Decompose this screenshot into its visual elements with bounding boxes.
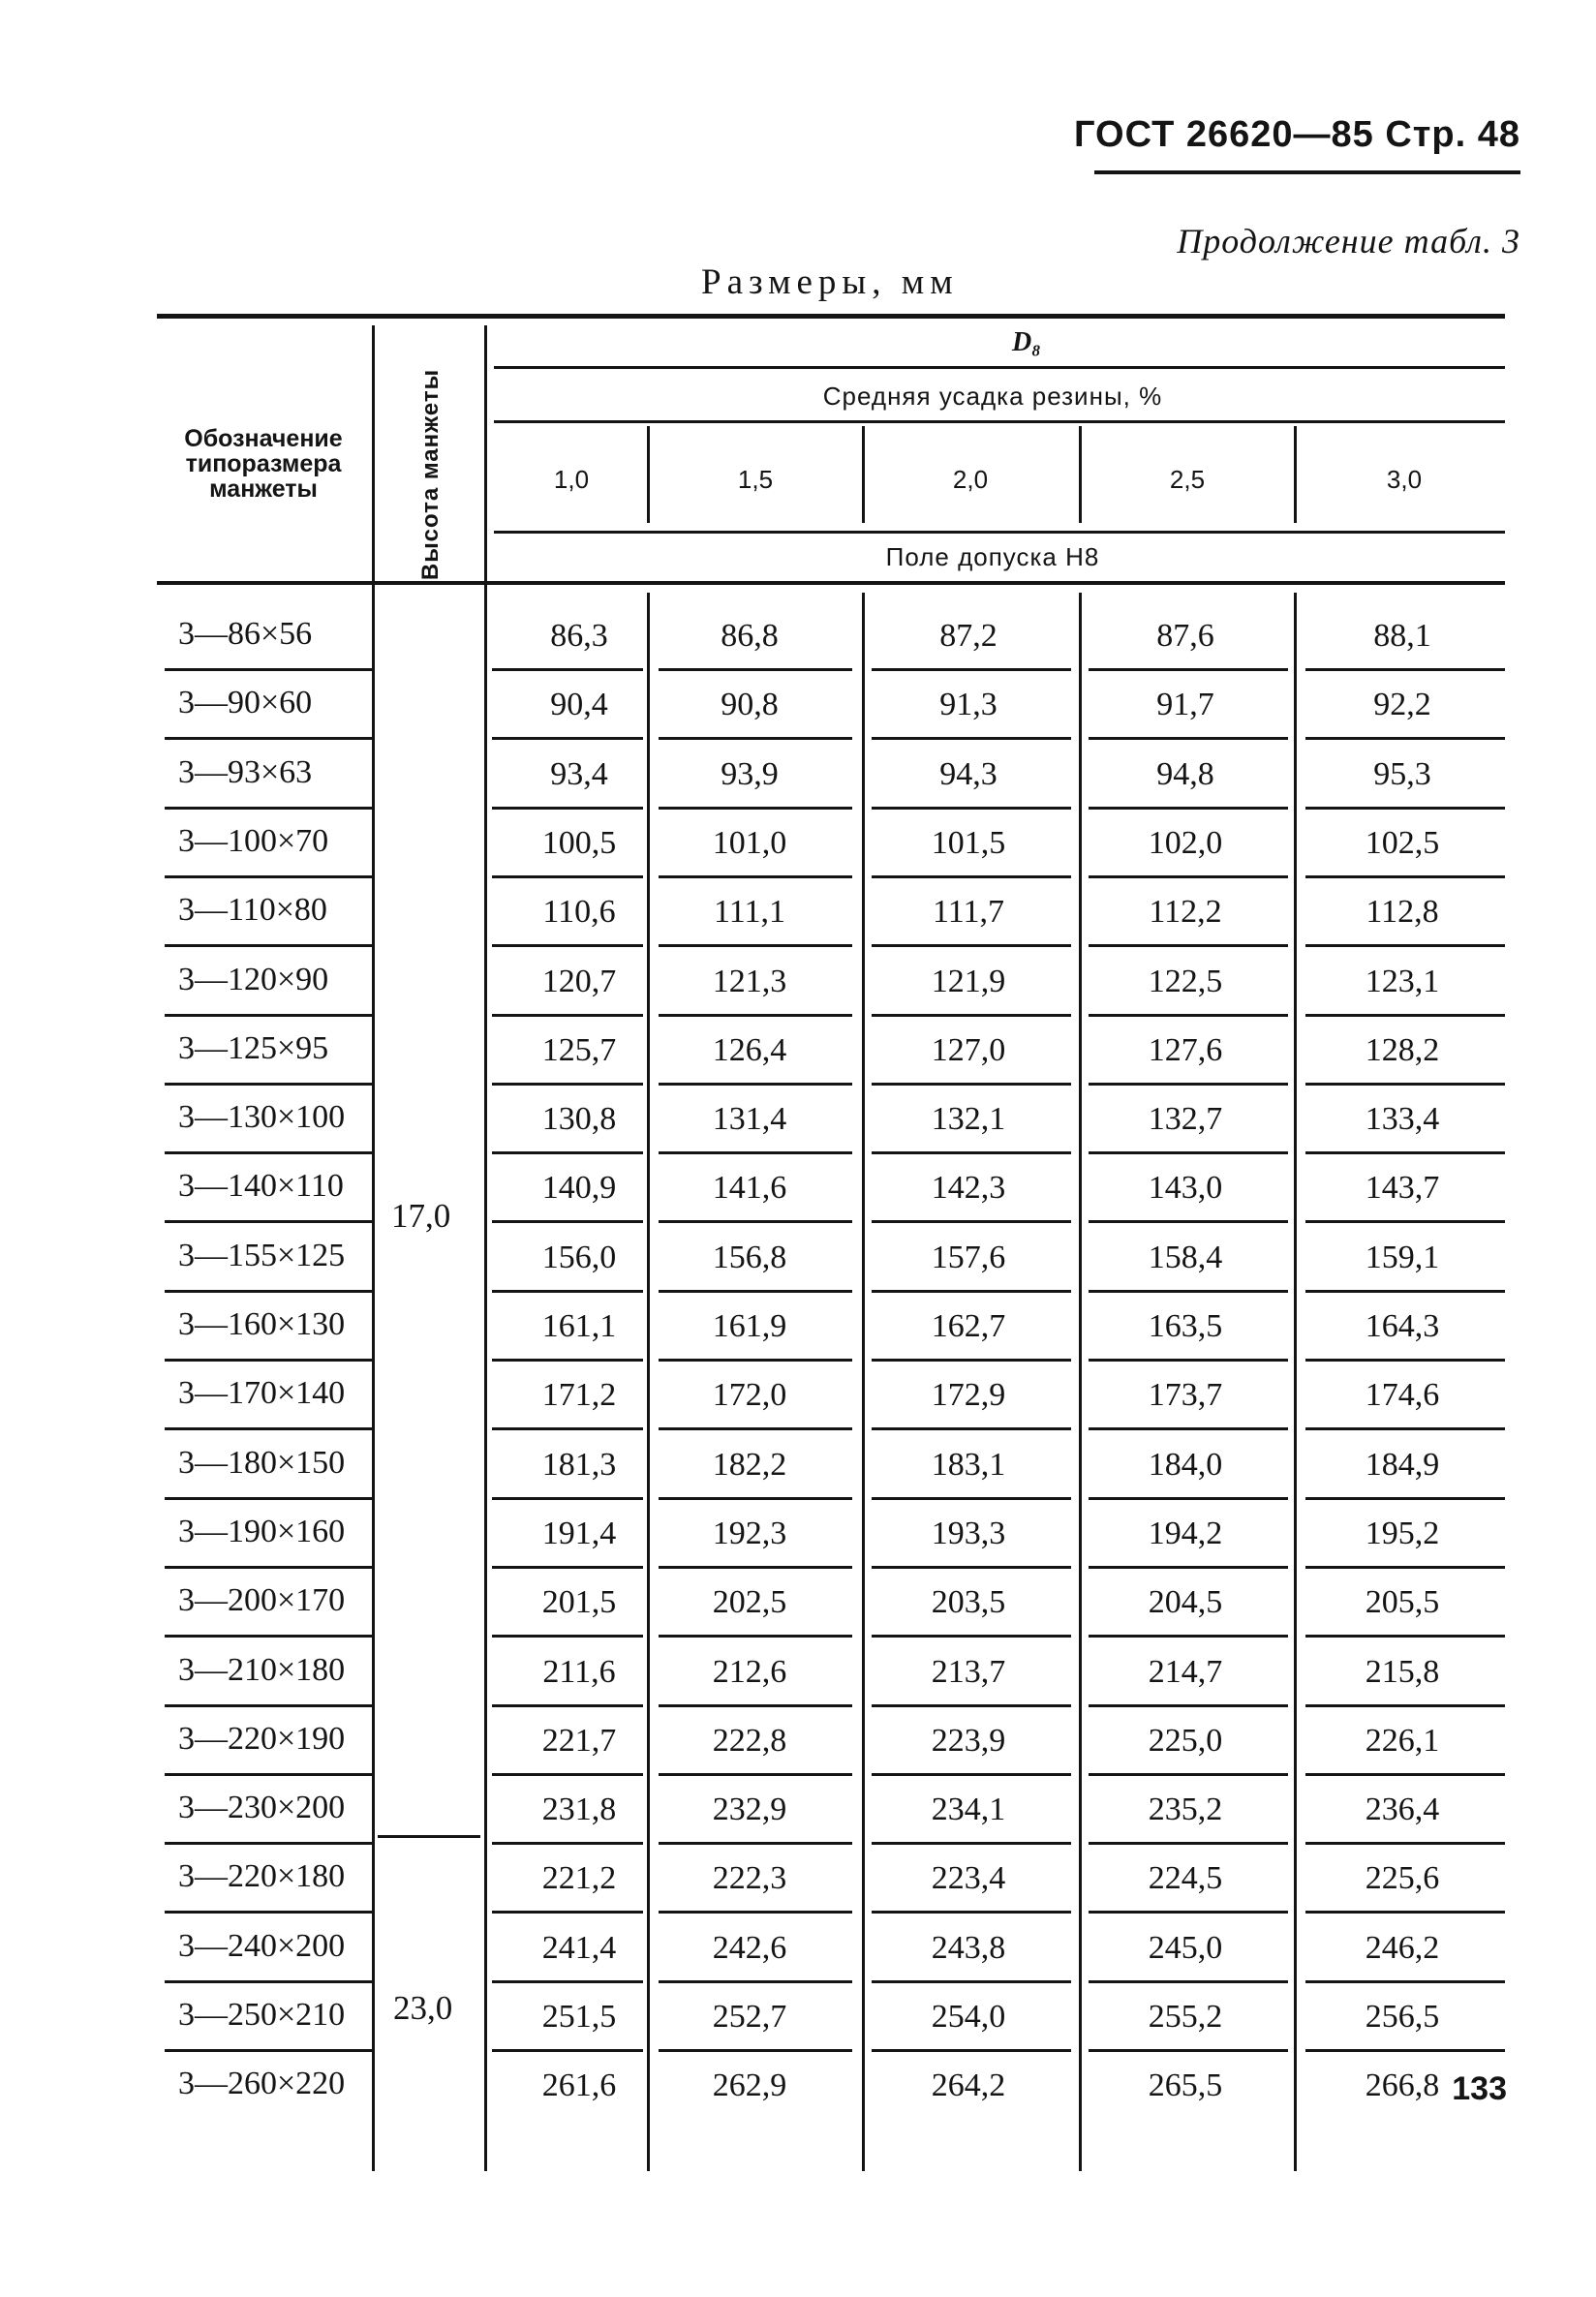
- cell-value: 122,5: [1148, 963, 1223, 999]
- cell-value: 221,2: [541, 1860, 617, 1897]
- cell-value: 192,3: [712, 1515, 787, 1551]
- cell-designation: 3—170×140: [178, 1375, 346, 1412]
- cell-value: 111,1: [714, 894, 785, 931]
- cell-designation: 3—190×160: [178, 1513, 346, 1549]
- cell-value: 133,4: [1365, 1101, 1440, 1138]
- header-shrink-2: 1,5: [737, 465, 774, 494]
- cell-value: 141,6: [712, 1170, 787, 1207]
- header-shrink-4: 2,5: [1169, 465, 1206, 494]
- cell-value: 120,7: [541, 963, 617, 999]
- cell-value: 157,6: [931, 1239, 1006, 1275]
- cell-designation: 3—260×220: [178, 2066, 346, 2102]
- cell-value: 223,4: [931, 1860, 1006, 1897]
- table-row: [0, 1293, 1596, 1362]
- table-row: [0, 1845, 1596, 1914]
- table-row: [0, 602, 1596, 671]
- cell-designation: 3—240×200: [178, 1927, 346, 1964]
- cell-value: 211,6: [542, 1653, 616, 1690]
- cell-designation: 3—200×170: [178, 1582, 346, 1619]
- header-tolerance: Поле допуска Н8: [885, 542, 1100, 571]
- vline-h-1: [647, 426, 650, 523]
- cell-value: 251,5: [541, 1999, 617, 2035]
- cell-value: 127,0: [931, 1031, 1006, 1068]
- cell-value: 226,1: [1365, 1722, 1440, 1759]
- cell-value: 158,4: [1148, 1239, 1223, 1275]
- cell-value: 143,7: [1365, 1170, 1440, 1207]
- cell-value: 265,5: [1148, 2067, 1223, 2104]
- cell-value: 266,8: [1365, 2067, 1440, 2104]
- cell-designation: 3—100×70: [178, 822, 329, 859]
- cell-value: 223,9: [931, 1722, 1006, 1759]
- cell-value: 184,0: [1148, 1446, 1223, 1483]
- cell-value: 86,8: [721, 618, 779, 654]
- cell-value: 203,5: [931, 1584, 1006, 1621]
- cell-value: 191,4: [541, 1515, 617, 1551]
- cell-value: 194,2: [1148, 1515, 1223, 1551]
- cell-value: 232,9: [712, 1792, 787, 1828]
- cell-value: 195,2: [1365, 1515, 1440, 1551]
- cell-value: 174,6: [1365, 1377, 1440, 1414]
- table-row: [0, 1224, 1596, 1293]
- cell-value: 252,7: [712, 1999, 787, 2035]
- cell-value: 112,2: [1149, 894, 1222, 931]
- page-number: 133: [1452, 2070, 1507, 2107]
- cell-value: 87,2: [939, 618, 998, 654]
- cell-value: 93,4: [550, 755, 608, 792]
- cell-value: 131,4: [712, 1101, 787, 1138]
- cell-designation: 3—140×110: [178, 1168, 344, 1205]
- cell-value: 205,5: [1365, 1584, 1440, 1621]
- table-row: [0, 810, 1596, 878]
- cell-value: 143,0: [1148, 1170, 1223, 1207]
- cell-value: 91,3: [939, 687, 998, 723]
- continuation-note: Продолжение табл. 3: [1177, 222, 1520, 260]
- cell-designation: 3—250×210: [178, 1997, 346, 2033]
- header-text: ГОСТ 26620—85 Стр. 48: [1073, 114, 1520, 155]
- cell-value: 164,3: [1365, 1308, 1440, 1344]
- table-row: [0, 1707, 1596, 1776]
- cell-value: 213,7: [931, 1653, 1006, 1690]
- cell-value: 110,6: [542, 894, 616, 931]
- cell-designation: 3—110×80: [178, 892, 327, 929]
- table-row: [0, 1983, 1596, 2052]
- cell-value: 171,2: [541, 1377, 617, 1414]
- cell-value: 243,8: [931, 1929, 1006, 1966]
- cell-value: 262,9: [712, 2067, 787, 2104]
- cell-value: 241,4: [541, 1929, 617, 1966]
- cell-designation: 3—210×180: [178, 1651, 346, 1688]
- cell-value: 221,7: [541, 1722, 617, 1759]
- cell-value: 94,3: [939, 755, 998, 792]
- cell-value: 100,5: [541, 824, 617, 861]
- cell-value: 225,6: [1365, 1860, 1440, 1897]
- cell-designation: 3—180×150: [178, 1444, 346, 1481]
- header-shrink-3: 2,0: [952, 465, 989, 494]
- cell-value: 92,2: [1373, 687, 1431, 723]
- cell-value: 236,4: [1365, 1792, 1440, 1828]
- height-value-23: 23,0: [393, 1989, 453, 2027]
- cell-value: 112,8: [1366, 894, 1439, 931]
- vline-h-4: [1294, 426, 1297, 523]
- header-shrink-1: 1,0: [553, 465, 590, 494]
- cell-designation: 3—220×190: [178, 1720, 346, 1757]
- header-ds: D₈: [1012, 327, 1041, 357]
- cell-value: 173,7: [1148, 1377, 1223, 1414]
- table-row: [0, 948, 1596, 1017]
- table-row: [0, 741, 1596, 810]
- header-designation: Обозначение типоразмера манжеты: [184, 425, 343, 503]
- cell-value: 94,8: [1156, 755, 1214, 792]
- cell-value: 102,5: [1365, 824, 1440, 861]
- cell-value: 159,1: [1365, 1239, 1440, 1275]
- table-row: [0, 2052, 1596, 2121]
- height-value-17: 17,0: [391, 1197, 451, 1235]
- cell-value: 234,1: [931, 1792, 1006, 1828]
- cell-value: 184,9: [1365, 1446, 1440, 1483]
- table-row: [0, 671, 1596, 740]
- cell-designation: 3—86×56: [178, 616, 313, 652]
- cell-value: 101,5: [931, 824, 1006, 861]
- cell-value: 102,0: [1148, 824, 1223, 861]
- cell-designation: 3—90×60: [178, 685, 313, 721]
- cell-designation: 3—120×90: [178, 961, 329, 997]
- cell-value: 201,5: [541, 1584, 617, 1621]
- cell-value: 222,3: [712, 1860, 787, 1897]
- header-shrinkage: Средняя усадка резины, %: [822, 382, 1163, 411]
- table-head-bottom-rule: [157, 581, 1505, 585]
- cell-value: 161,1: [541, 1308, 617, 1344]
- header-rule: [1094, 170, 1520, 174]
- cell-value: 235,2: [1148, 1792, 1223, 1828]
- cell-value: 202,5: [712, 1584, 787, 1621]
- cell-value: 123,1: [1365, 963, 1440, 999]
- cell-value: 245,0: [1148, 1929, 1223, 1966]
- cell-value: 121,9: [931, 963, 1006, 999]
- cell-value: 156,8: [712, 1239, 787, 1275]
- cell-value: 215,8: [1365, 1653, 1440, 1690]
- table-row: [0, 1154, 1596, 1223]
- cell-value: 242,6: [712, 1929, 787, 1966]
- vline-h-2: [862, 426, 865, 523]
- table-row: [0, 1569, 1596, 1638]
- cell-value: 111,7: [933, 894, 1004, 931]
- header-height-label: Высота манжеты: [417, 368, 444, 581]
- table-row: [0, 1362, 1596, 1430]
- table-row: [0, 1914, 1596, 1983]
- cell-value: 121,3: [712, 963, 787, 999]
- cell-value: 172,9: [931, 1377, 1006, 1414]
- cell-value: 86,3: [550, 618, 608, 654]
- header-height: [407, 368, 455, 581]
- cell-value: 261,6: [541, 2067, 617, 2104]
- cell-value: 101,0: [712, 824, 787, 861]
- rule-under-percent: [494, 531, 1505, 534]
- cell-designation: 3—125×95: [178, 1029, 329, 1066]
- table-row: [0, 1776, 1596, 1845]
- cell-designation: 3—155×125: [178, 1237, 346, 1273]
- cell-value: 132,7: [1148, 1101, 1223, 1138]
- cell-value: 224,5: [1148, 1860, 1223, 1897]
- cell-value: 90,4: [550, 687, 608, 723]
- page-header: [1073, 114, 1520, 174]
- rule-under-ds: [494, 366, 1505, 369]
- cell-value: 95,3: [1373, 755, 1431, 792]
- cell-value: 87,6: [1156, 618, 1214, 654]
- cell-value: 91,7: [1156, 687, 1214, 723]
- cell-value: 125,7: [541, 1031, 617, 1068]
- table-row: [0, 878, 1596, 947]
- cell-value: 156,0: [541, 1239, 617, 1275]
- cell-designation: 3—220×180: [178, 1858, 346, 1895]
- cell-value: 162,7: [931, 1308, 1006, 1344]
- cell-value: 163,5: [1148, 1308, 1223, 1344]
- cell-value: 231,8: [541, 1792, 617, 1828]
- cell-value: 140,9: [541, 1170, 617, 1207]
- vline-h-3: [1079, 426, 1082, 523]
- cell-value: 93,9: [721, 755, 779, 792]
- cell-designation: 3—130×100: [178, 1099, 346, 1136]
- cell-designation: 3—160×130: [178, 1306, 346, 1342]
- cell-value: 132,1: [931, 1101, 1006, 1138]
- rule-under-shrinkage: [494, 420, 1505, 423]
- table-top-rule: [157, 314, 1505, 319]
- cell-value: 128,2: [1365, 1031, 1440, 1068]
- cell-value: 161,9: [712, 1308, 787, 1344]
- cell-designation: 3—230×200: [178, 1790, 346, 1826]
- cell-value: 193,3: [931, 1515, 1006, 1551]
- cell-value: 225,0: [1148, 1722, 1223, 1759]
- table-row: [0, 1500, 1596, 1569]
- cell-value: 182,2: [712, 1446, 787, 1483]
- table-row: [0, 1017, 1596, 1086]
- header-shrink-5: 3,0: [1386, 465, 1423, 494]
- cell-value: 126,4: [712, 1031, 787, 1068]
- table-row: [0, 1086, 1596, 1154]
- cell-value: 90,8: [721, 687, 779, 723]
- cell-value: 183,1: [931, 1446, 1006, 1483]
- cell-value: 255,2: [1148, 1999, 1223, 2035]
- cell-designation: 3—93×63: [178, 753, 313, 790]
- cell-value: 181,3: [541, 1446, 617, 1483]
- cell-value: 88,1: [1373, 618, 1431, 654]
- cell-value: 264,2: [931, 2067, 1006, 2104]
- table-row: [0, 1431, 1596, 1500]
- cell-value: 256,5: [1365, 1999, 1440, 2035]
- cell-value: 212,6: [712, 1653, 787, 1690]
- cell-value: 214,7: [1148, 1653, 1223, 1690]
- cell-value: 172,0: [712, 1377, 787, 1414]
- cell-value: 222,8: [712, 1722, 787, 1759]
- cell-value: 246,2: [1365, 1929, 1440, 1966]
- table-row: [0, 1639, 1596, 1707]
- cell-value: 142,3: [931, 1170, 1006, 1207]
- cell-value: 130,8: [541, 1101, 617, 1138]
- cell-value: 254,0: [931, 1999, 1006, 2035]
- cell-value: 204,5: [1148, 1584, 1223, 1621]
- cell-value: 127,6: [1148, 1031, 1223, 1068]
- sizes-title: Размеры, мм: [701, 262, 959, 302]
